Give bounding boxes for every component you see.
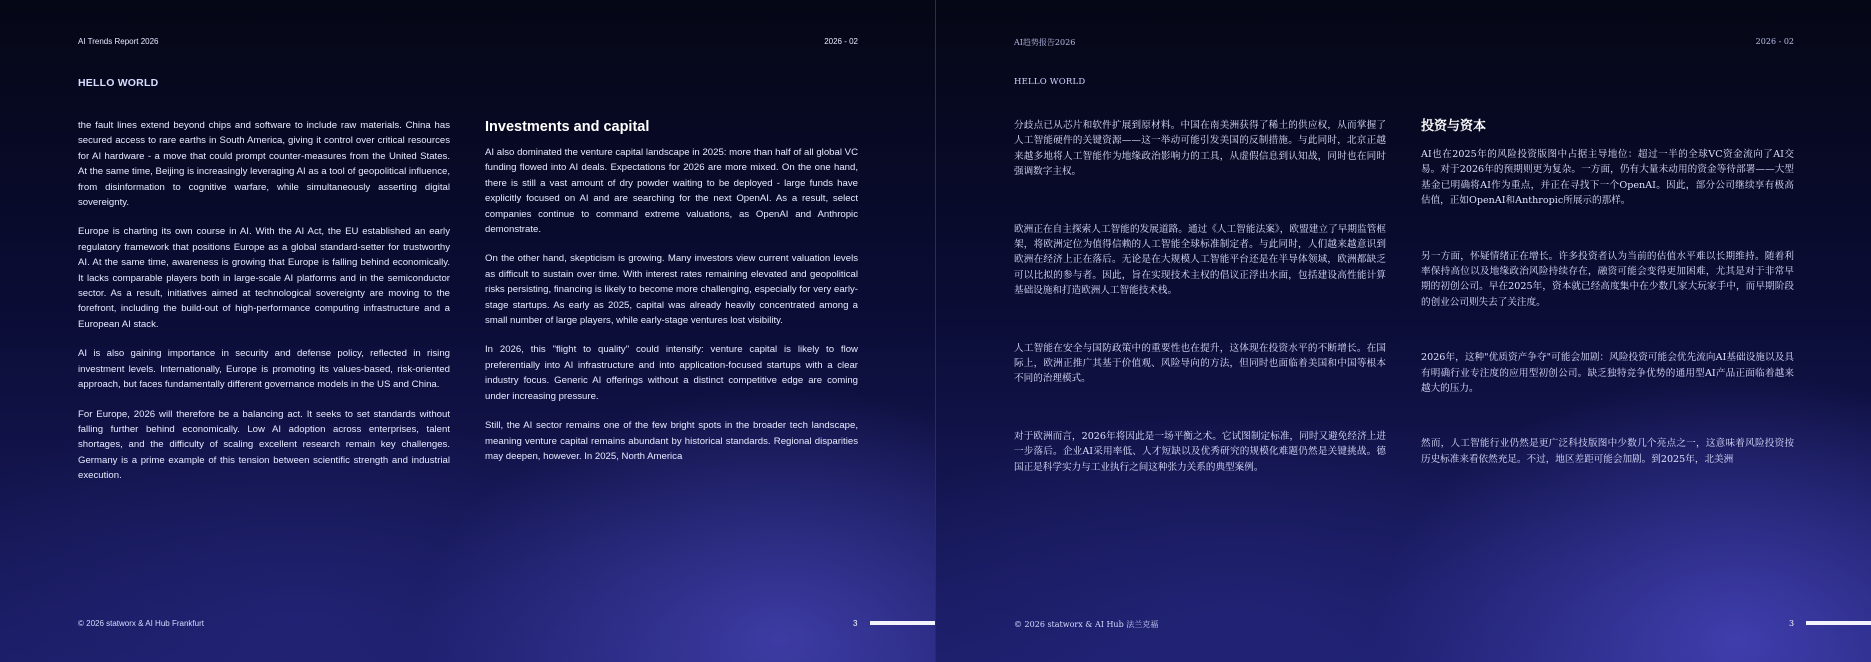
paragraph: 另一方面，怀疑情绪正在增长。许多投资者认为当前的估值水平难以长期维持。随着利率保持高位以及地缘政治风险持续存在，融资可能会变得更加困难，尤其是对于非常早期的初创公司。早在2025年，资本就已经高度集中在少数几家大玩家手中，而早期阶段的创业公司则失去了关注度。 (1421, 250, 1794, 308)
section-heading: 投资与资本 (1421, 119, 1487, 134)
paragraph: 对于欧洲而言，2026年将因此是一场平衡之术。它试图制定标准，同时又避免经济上进一步落后。企业AI采用率低、人才短缺以及优秀研究的规模化难题仍然是关键挑战。德国正是科学实力与工业执行之间这种张力关系的典型案例。 (1014, 430, 1386, 473)
right-page (936, 0, 1871, 662)
header-title: AI Trends Report 2026 (78, 37, 159, 46)
header-date: 2026 - 02 (824, 37, 858, 46)
page-number: 3 (1789, 619, 1795, 628)
paragraph: the fault lines extend beyond chips and software to include raw materials. China has secured access to rare earths in South America, giving it control over critical resources for AI hardware - a move that could prompt counter-measures from the United States. At the same time, Beijing is increasingly leveraging AI as a tool of geopolitical influence, from disinformation to cognitive warfare, while simultaneously asserting digital sovereignty. (78, 120, 450, 209)
paragraph: Europe is charting its own course in AI. With the AI Act, the EU established an early regulatory framework that positions Europe as a global standard-setter for trustworthy AI. At the same time, awareness is growing that Europe is falling behind economically. It lacks comparable players both in large-scale AI platforms and in the semiconductor sector. As a result, initiatives aimed at technological sovereignty are moving to the forefront, including the build-out of high-performance computing infrastructure and a European AI stack. (78, 226, 450, 330)
footer-copyright: © 2026 statworx & AI Hub 法兰克福 (1014, 620, 1159, 629)
text-column-left (1014, 118, 1386, 517)
section-label: HELLO WORLD (1014, 77, 1086, 87)
left-page (0, 0, 935, 662)
paragraph: AI也在2025年的风险投资版图中占据主导地位：超过一半的全球VC资金流向了AI交易。对于2026年的预期则更为复杂。一方面，仍有大量未动用的资金等待部署——大型基金已明确将AI作为重点，并正在寻找下一个OpenAI。因此，部分公司继续享有极高估值，正如OpenAI和Anthropic所展示的那样。 (1421, 149, 1794, 207)
paragraph: Still, the AI sector remains one of the few bright spots in the broader tech landscape, meaning venture capital remains abundant by historical standards. Regional disparities may deepen, however. In 2025, North America (485, 420, 858, 462)
paragraph: For Europe, 2026 will therefore be a balancing act. It seeks to set standards without falling further behind economically. Low AI adoption across enterprises, talent shortages, and the difficulty of scaling excellent research remain key challenges. Germany is a prime example of this tension between scientific strength and industrial execution. (78, 408, 450, 482)
page-indicator-bar (870, 621, 935, 625)
paragraph: 2026年，这种"优质资产争夺"可能会加剧：风险投资可能会优先流向AI基础设施以及具有明确行业专注度的应用型初创公司。缺乏独特竞争优势的通用型AI产品正面临着越来越大的压力。 (1421, 352, 1794, 395)
paragraph: 然而，人工智能行业仍然是更广泛科技版图中少数几个亮点之一，这意味着风险投资按历史标准来看依然充足。不过，地区差距可能会加剧。到2025年，北美洲 (1421, 438, 1794, 465)
paragraph: 人工智能在安全与国防政策中的重要性也在提升，这体现在投资水平的不断增长。在国际上，欧洲正推广其基于价值观、风险导向的方法，但同时也面临着美国和中国等根本不同的治理模式。 (1014, 342, 1386, 385)
text-column-right (485, 118, 858, 478)
paragraph: 分歧点已从芯片和软件扩展到原材料。中国在南美洲获得了稀土的供应权，从而掌握了人工智能硬件的关键资源——这一举动可能引发美国的反制措施。与此同时，北京正越来越多地将人工智能作为地缘政治影响力的工具，从虚假信息到认知战，同时也在同时强调数字主权。 (1014, 120, 1386, 178)
header-title: AI趋势报告2026 (1014, 38, 1076, 47)
section-label: HELLO WORLD (78, 77, 159, 89)
page-indicator-bar (1806, 621, 1871, 625)
header-date: 2026 - 02 (1755, 37, 1794, 46)
paragraph: AI is also gaining importance in security and defense policy, reflected in rising investment levels. Internationally, Europe is promoting its values-based, risk-oriented approach, but faces fundamentally different governance models in the US and China. (78, 348, 450, 391)
text-column-left (78, 118, 450, 498)
footer-copyright: © 2026 statworx & AI Hub Frankfurt (78, 619, 204, 628)
paragraph: In 2026, this "flight to quality" could intensify: venture capital is likely to flow preferentially into AI infrastructure and into application-focused startups with a clear industry focus. Generic AI offerings without a distinct competitive edge are coming under increasing pressure. (485, 344, 858, 402)
text-column-right (1421, 118, 1794, 507)
section-heading: Investments and capital (485, 119, 650, 135)
page-number: 3 (853, 619, 858, 628)
paragraph: On the other hand, skepticism is growing. Many investors view current valuation levels as difficult to sustain over time. With interest rates remaining elevated and geopolitical risks persisting, financing is likely to become more challenging, especially for very early-stage startups. As early as 2025, capital was already heavily concentrated among a small number of large players, while early-stage ventures lost visibility. (485, 253, 858, 327)
paragraph: 欧洲正在自主探索人工智能的发展道路。通过《人工智能法案》，欧盟建立了早期监管框架，将欧洲定位为值得信赖的人工智能全球标准制定者。与此同时，人们越来越意识到欧洲在经济上正在落后。无论是在大规模人工智能平台还是在半导体领域，欧洲都缺乏可以比拟的参与者。因此，旨在实现技术主权的倡议正浮出水面，包括建设高性能计算基础设施和打造欧洲人工智能技术栈。 (1014, 223, 1386, 297)
paragraph: AI also dominated the venture capital landscape in 2025: more than half of all global VC funding flowed into AI deals. Expectations for 2026 are more mixed. On the one hand, there is still a vast amount of dry powder waiting to be deployed - large funds have explicitly focused on AI and are searching for the next OpenAI. As a result, select companies continue to command extreme valuations, as OpenAI and Anthropic demonstrate. (485, 147, 858, 236)
